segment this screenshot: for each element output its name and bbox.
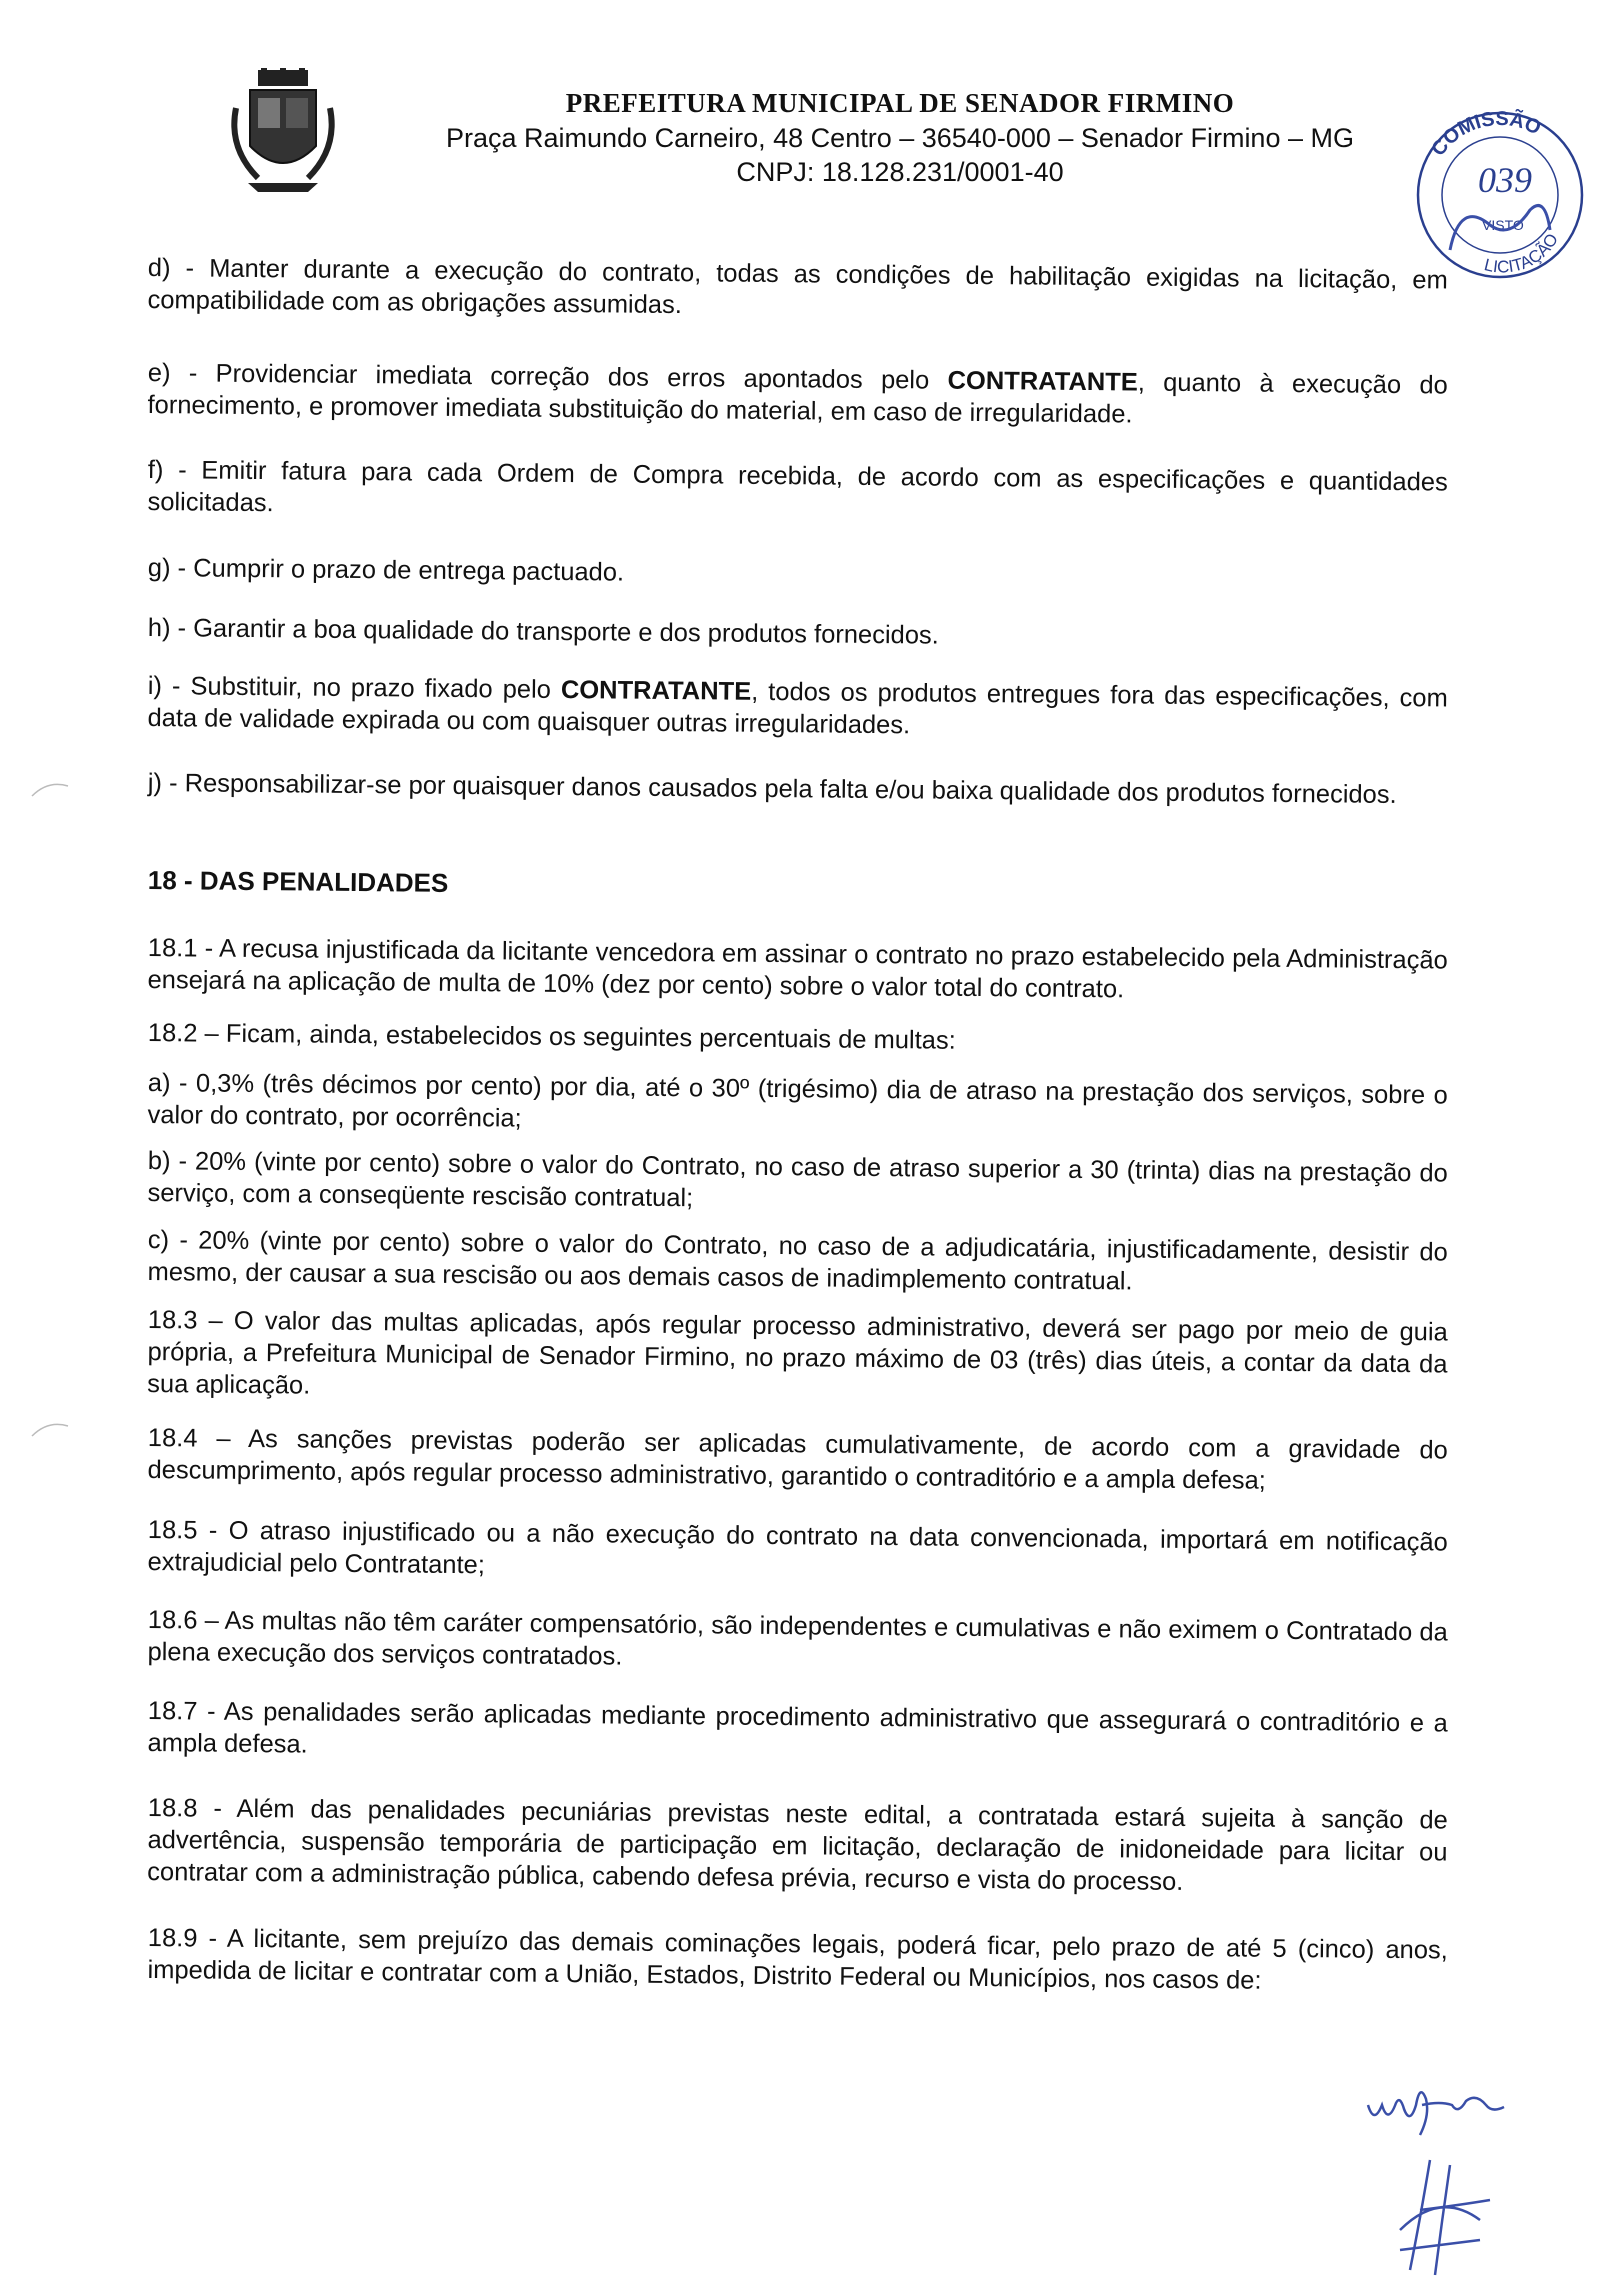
clause-h: h) - Garantir a boa qualidade do transporte e dos produtos fornecidos. bbox=[147, 613, 939, 650]
address: Praça Raimundo Carneiro, 48 Centro – 36540-000 – Senador Firmino – MG bbox=[446, 123, 1354, 153]
clause-j: j) - Responsabilizar-se por quaisquer danos causados pela falta e/ou baixa qualidade dos produtos fornecidos. bbox=[147, 768, 1397, 809]
letterhead bbox=[0, 60, 1600, 220]
clause-e-text-2: , quanto à execução do fornecimento, e promover imediata substituição do material, em caso de irregularidade. bbox=[147, 368, 1448, 429]
item-18-1: 18.1 - A recusa injustificada da licitante vencedora em assinar o contrato no prazo estabelecido pela Administração ensejará na aplicação de multa de 10% (dez por cento) sobre o valor total do contrato. bbox=[147, 933, 1448, 1004]
letterhead-text bbox=[400, 88, 1400, 189]
org-name: PREFEITURA MUNICIPAL DE SENADOR FIRMINO bbox=[565, 88, 1235, 118]
stamp-visto: VISTO bbox=[1482, 217, 1524, 233]
clause-e-bold: CONTRATANTE bbox=[947, 366, 1138, 397]
item-18-2: 18.2 – Ficam, ainda, estabelecidos os seguintes percentuais de multas: bbox=[147, 1018, 956, 1055]
item-18-3: 18.3 – O valor das multas aplicadas, após regular processo administrativo, deverá ser pago por meio de guia própria, a Prefeitura Municipal de Senador Firmino, no prazo máximo de 03 (três) dias úteis, a contar da data da sua aplicação. bbox=[147, 1305, 1448, 1400]
cnpj: CNPJ: 18.128.231/0001-40 bbox=[736, 157, 1064, 187]
item-18-9: 18.9 - A licitante, sem prejuízo das demais cominações legais, poderá ficar, pelo prazo de até 5 (cinco) anos, impedida de licitar e contratar com a União, Estados, Distrito Federal ou Municípios, nos casos de: bbox=[147, 1923, 1448, 1995]
stamp-bottom-text: LICITAÇÃO bbox=[1482, 230, 1563, 277]
commission-stamp bbox=[1400, 100, 1600, 290]
clause-f: f) - Emitir fatura para cada Ordem de Compra recebida, de acordo com as especificações e quantidades solicitadas. bbox=[147, 455, 1448, 518]
clause-i bbox=[147, 670, 1448, 746]
handwritten-initials bbox=[1360, 2075, 1510, 2145]
clause-g: g) - Cumprir o prazo de entrega pactuado. bbox=[147, 553, 625, 587]
item-18-2-c: c) - 20% (vinte por cento) sobre o valor do Contrato, no caso de a adjudicatária, injustificadamente, desistir do mesmo, der causar a sua rescisão ou aos demais casos de inadimplemento contratual. bbox=[147, 1225, 1448, 1296]
item-18-2-a: a) - 0,3% (três décimos por cento) por dia, até o 30º (trigésimo) dia de atraso na prestação dos serviços, sobre o valor do contrato, por ocorrência; bbox=[147, 1068, 1448, 1133]
clause-i-text-2: , todos os produtos entregues fora das especificações, com data de validade expirada ou com quaisquer outras irregularidades. bbox=[147, 677, 1448, 740]
stamp-top-text: COMISSÃO bbox=[1427, 107, 1545, 161]
item-18-7: 18.7 - As penalidades serão aplicadas mediante procedimento administrativo que assegurará o contraditório e a ampla defesa. bbox=[147, 1696, 1448, 1759]
scan-mark bbox=[30, 778, 70, 798]
coat-of-arms-icon bbox=[228, 68, 338, 198]
scan-mark bbox=[30, 1418, 70, 1438]
clause-e bbox=[147, 357, 1448, 433]
item-18-5: 18.5 - O atraso injustificado ou a não execução do contrato na data convencionada, importará em notificação extrajudicial pelo Contratante; bbox=[147, 1515, 1448, 1580]
clause-i-text: i) - Substituir, no prazo fixado pelo bbox=[147, 671, 562, 704]
item-18-2-b: b) - 20% (vinte por cento) sobre o valor do Contrato, no caso de atraso superior a 30 (trinta) dias na prestação do serviço, com a conseqüente rescisão contratual; bbox=[147, 1146, 1448, 1213]
clause-i-bold: CONTRATANTE bbox=[560, 675, 752, 706]
section-title: 18 - DAS PENALIDADES bbox=[147, 864, 449, 898]
handwritten-signature bbox=[1380, 2150, 1500, 2280]
clause-d: d) - Manter durante a execução do contrato, todas as condições de habilitação exigidas na licitação, em compatibilidade com as obrigações assumidas. bbox=[147, 253, 1448, 320]
item-18-6: 18.6 – As multas não têm caráter compensatório, são independentes e cumulativas e não eximem o Contratado da plena execução dos serviços contratados. bbox=[147, 1605, 1448, 1671]
svg-text:COMISSÃO bbox=[1427, 108, 1544, 161]
item-18-8: 18.8 - Além das penalidades pecuniárias previstas neste edital, a contratada estará sujeita à sanção de advertência, suspensão temporária de participação em licitação, declaração de inidoneidade para licitar ou contratar com a administração pública, cabendo defesa prévia, recurso e vista do processo. bbox=[147, 1793, 1448, 1896]
stamp-number: 039 bbox=[1478, 160, 1532, 200]
clause-e-text: e) - Providenciar imediata correção dos erros apontados pelo bbox=[147, 358, 948, 395]
item-18-4: 18.4 – As sanções previstas poderão ser aplicadas cumulativamente, de acordo com a gravidade do descumprimento, após regular processo administrativo, garantido o contraditório e a ampla defesa; bbox=[147, 1423, 1448, 1495]
